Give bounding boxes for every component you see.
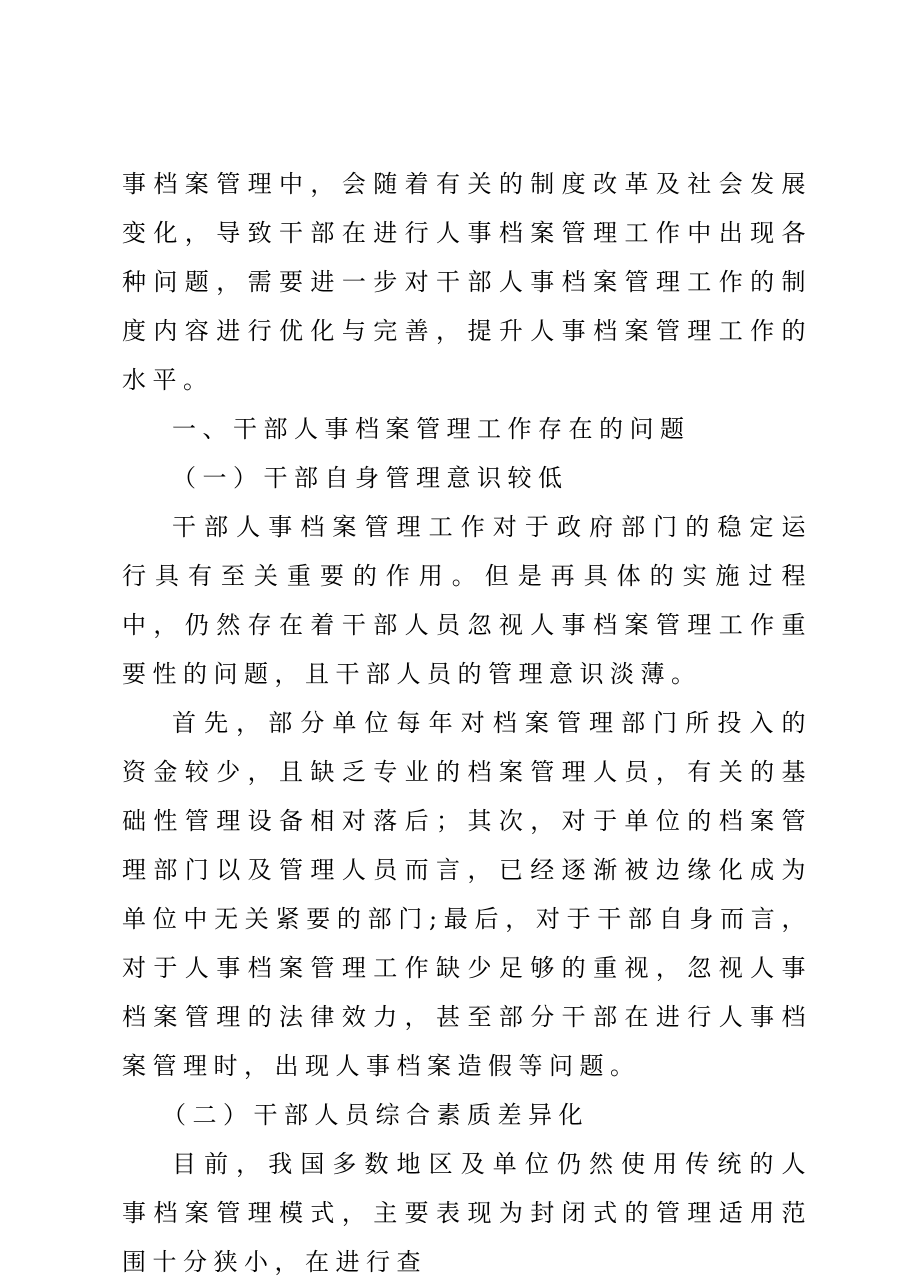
section-heading-1: 一、干部人事档案管理工作存在的问题: [172, 415, 691, 443]
subsection-heading-1: （一）干部自身管理意识较低: [172, 464, 569, 492]
paragraph-body-1: 干部人事档案管理工作对于政府部门的稳定运行具有至关重要的作用。但是再具体的实施过程中，仍然存在着干部人员忽视人事档案管理工作重要性的问题，且干部人员的管理意识淡薄。: [122, 513, 812, 688]
paragraph-body-2: 首先，部分单位每年对档案管理部门所投入的资金较少，且缺乏专业的档案管理人员，有关的基础性管理设备相对落后；其次，对于单位的档案管理部门以及管理人员而言，已经逐渐被边缘化成为单位中无关紧要的部门;最后，对于干部自身而言，对于人事档案管理工作缺少足够的重视，忽视人事档案管理的法律效力，甚至部分干部在进行人事档案管理时，出现人事档案造假等问题。: [122, 709, 812, 1080]
subsection-heading-2: （二）干部人员综合素质差异化: [162, 1101, 589, 1129]
document-body: [122, 160, 812, 1287]
paragraph-body-3: 目前，我国多数地区及单位仍然使用传统的人事档案管理模式，主要表现为封闭式的管理适用范围十分狭小，在进行查: [122, 1150, 812, 1276]
paragraph-continuation: 事档案管理中，会随着有关的制度改革及社会发展变化，导致干部在进行人事档案管理工作中出现各种问题，需要进一步对干部人事档案管理工作的制度内容进行优化与完善，提升人事档案管理工作的水平。: [122, 170, 812, 394]
